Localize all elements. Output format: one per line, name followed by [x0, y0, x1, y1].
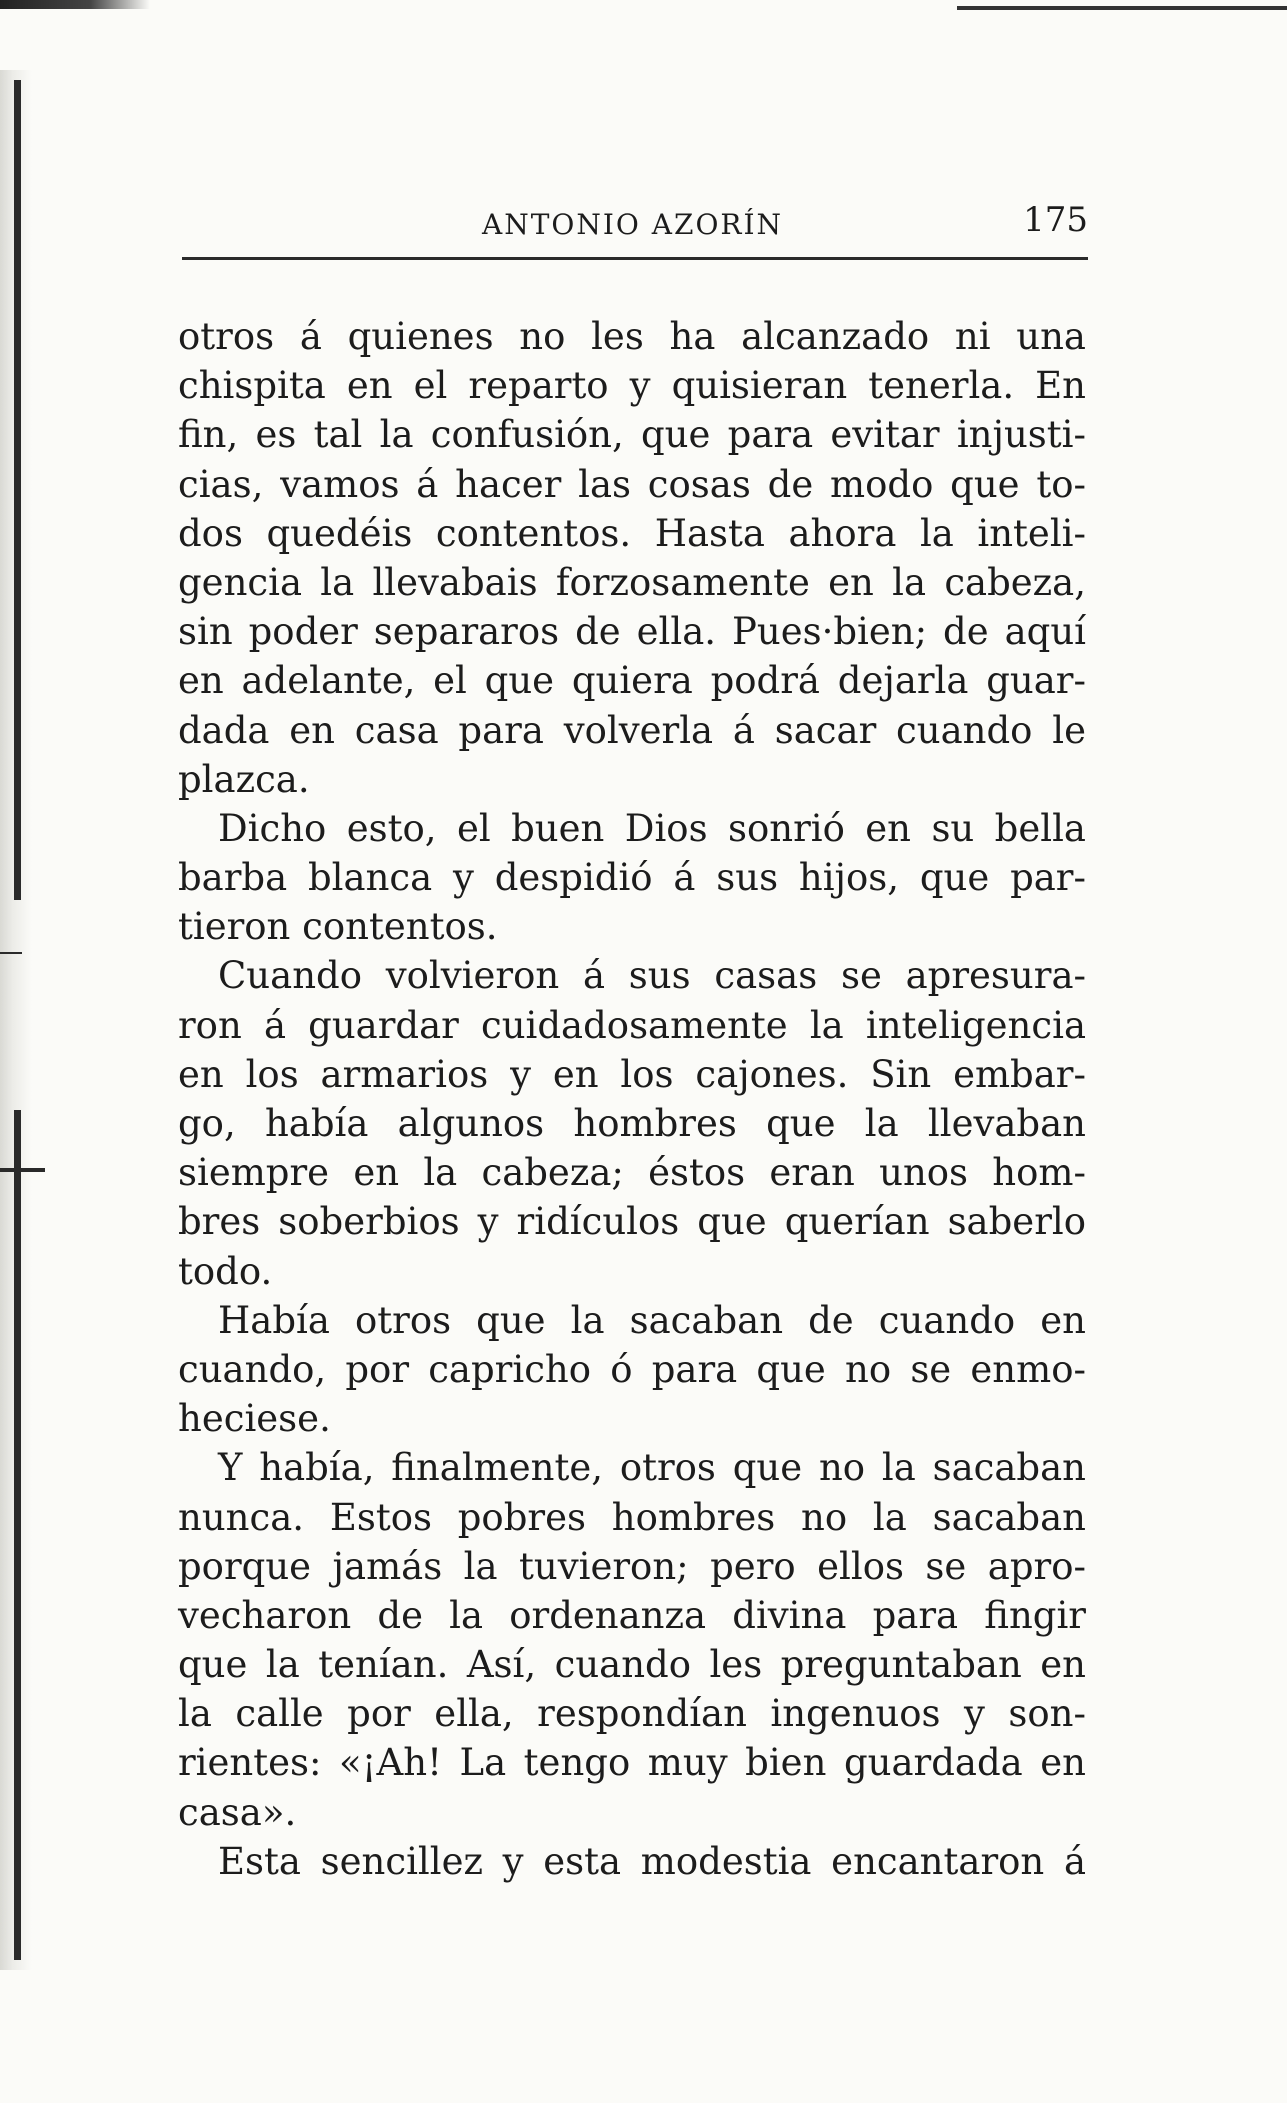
text-line: ron á guardar cuidadosamente la inteligencia	[178, 1003, 1086, 1047]
text-line: fin, es tal la confusión, que para evitar injusti-	[178, 413, 1086, 457]
text-line: siempre en la cabeza; éstos eran unos hom-	[178, 1151, 1086, 1195]
text-line: Había otros que la sacaban de cuando en	[218, 1298, 1086, 1342]
text-line: Esta sencillez y esta modestia encantaron á	[218, 1839, 1086, 1883]
text-line: heciese.	[178, 1397, 331, 1441]
text-line: dada en casa para volverla á sacar cuando le	[178, 708, 1086, 752]
text-line: la calle por ella, respondían ingenuos y son-	[178, 1692, 1086, 1736]
text-line: Y había, finalmente, otros que no la sacaban	[218, 1446, 1086, 1490]
scan-mark-top-right	[957, 6, 1287, 10]
text-line: go, había algunos hombres que la llevaban	[178, 1102, 1086, 1145]
text-line: que la tenían. Así, cuando les preguntaban en	[178, 1643, 1086, 1687]
running-head	[182, 198, 1088, 248]
header-rule	[182, 257, 1088, 260]
running-title: ANTONIO AZORÍN	[482, 208, 784, 241]
text-line: todo.	[178, 1249, 273, 1293]
text-line: gencia la llevabais forzosamente en la cabeza,	[178, 560, 1086, 604]
scan-mark-top-left	[0, 0, 150, 9]
text-line: sin poder separaros de ella. Pues·bien; de aquí	[178, 610, 1086, 654]
text-line: bres soberbios y ridículos que querían saberlo	[178, 1200, 1086, 1244]
text-line: dos quedéis contentos. Hasta ahora la inteli-	[178, 511, 1086, 555]
body-text	[178, 312, 1086, 1886]
text-line: cuando, por capricho ó para que no se enmo-	[178, 1347, 1086, 1391]
text-line: rientes: «¡Ah! La tengo muy bien guardada en	[178, 1741, 1086, 1785]
text-line: en los armarios y en los cajones. Sin embar-	[178, 1052, 1086, 1096]
text-line: casa».	[178, 1790, 297, 1834]
text-line: Dicho esto, el buen Dios sonrió en su bella	[218, 806, 1086, 850]
text-line: nunca. Estos pobres hombres no la sacaban	[178, 1495, 1086, 1539]
text-line: otros á quienes no les ha alcanzado ni una	[178, 315, 1086, 358]
page-number: 175	[1023, 200, 1088, 240]
text-line: plazca.	[178, 757, 310, 801]
text-line: chispita en el reparto y quisieran tenerla. En	[178, 364, 1086, 408]
page-edge-tick	[0, 1168, 45, 1172]
page-edge-line	[14, 80, 21, 900]
page-edge-tick	[0, 952, 22, 954]
text-line: barba blanca y despidió á sus hijos, que par-	[178, 856, 1086, 900]
text-line: tieron contentos.	[178, 905, 498, 949]
text-line: Cuando volvieron á sus casas se apresura-	[218, 954, 1086, 998]
text-line: porque jamás la tuvieron; pero ellos se apro-	[178, 1544, 1086, 1588]
text-line: en adelante, el que quiera podrá dejarla guar-	[178, 659, 1086, 703]
text-line: vecharon de la ordenanza divina para fingir	[178, 1593, 1086, 1637]
text-line: cias, vamos á hacer las cosas de modo que to-	[178, 462, 1086, 506]
page-edge-line	[14, 1110, 21, 1960]
